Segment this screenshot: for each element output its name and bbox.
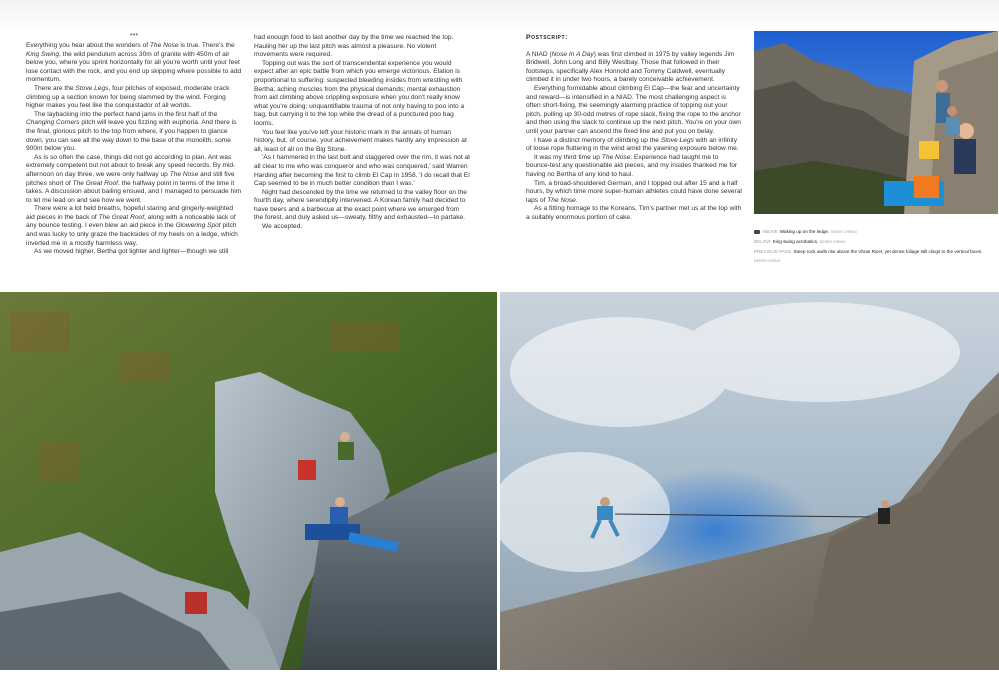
paragraph: A NIAD (Nose In A Day) was first climbed in 1975 by valley legends Jim Bridwell, John Long and Billy Westbay. Those that followed in their footsteps, specifically Alex Honnold and Tommy Caldwell, eventually climbed it in under two hours, a barely conceivable achievement. xyxy=(526,50,735,84)
paragraph: As we moved higher, Bertha got lighter and lighter—though we still xyxy=(34,248,229,256)
climbers-on-pinnacle-photo xyxy=(0,292,497,670)
paragraph: I have a distinct memory of climbing up the Stove Legs with an infinity of loose rope fluttering in the wind amid the yawning exposure below me. xyxy=(526,136,739,153)
photo-captions xyxy=(754,227,994,266)
article-column-2 xyxy=(254,34,470,232)
caption-below: BELOW King swing acrobatics. DEREK CHENG xyxy=(754,239,846,244)
caption-previous-page: PREVIOUS PAGE Steep rock walls rise above the Vbras River, yet dense foliage still clings to the vertical faces. DEREK CHENG xyxy=(754,249,983,263)
climbers-waking-on-ledge-photo xyxy=(754,31,998,214)
paragraph: You feel like you've left your historic mark in the annals of human history, but, of course, your achievement makes hardly any impression at all, least of all on the Big Stone. xyxy=(254,128,467,153)
paragraph: Everything you hear about the wonders of The Nose is true. There's the King Swing, the wild pendulum across 30m of granite with 450m of air below you, where you sprint horizontally for all you're worth until your feet lose contact with the rock, and you end up skipping where possible to add momentum. xyxy=(26,42,242,84)
paragraph: There were a lot held breaths, hopeful staring and gingerly-weighted aid pieces in the back of The Great Roof, along with a noticeable lack of any bounce testing. I even blew an aid piece in the Glowering Spot pitch and was lucky to only graze the backsides of my heels on a ledge, which inverted me in a mostly harmless way. xyxy=(26,205,238,247)
postscript-heading: Postscript: xyxy=(526,34,569,41)
paragraph: Everything formidable about climbing El Cap—the fear and uncertainty and reward—is intensified in a NIAD. The most challenging aspect is often short-fixing, the seemingly alarming practice of topping out your pitch, pulling up 30-odd metres of rope slack, fixing the rope to the anchor and then using the slack to continue up the next pitch. You're on your own until your partner can ascend the fixed line and put you on belay. xyxy=(526,84,741,135)
paragraph: It was my third time up The Nose. Experience had taught me to bounce-test any questionable aid pieces, and my insides thanked me for having no Bertha of any kind to haul. xyxy=(526,153,738,178)
paragraph: Tim, a broad-shouldered German, and I topped out after 15 and a half hours, by which time more super-human athletes could have done several laps of The Nose. xyxy=(526,179,742,204)
camera-icon xyxy=(754,230,760,234)
paragraph: As a fitting homage to the Koreans, Tim's partner met us at the top with a suitably enormous portion of cake. xyxy=(526,205,742,221)
article-column-3 xyxy=(526,34,742,222)
paragraph: As is so often the case, things did not go according to plan. Ant was extremely competent but not about to break any speed records. By mid-afternoon on day three, we were only halfway up The Nose and still five pitches short of The Great Roof, the halfway point in terms of the time it takes. A discussion about bailing ensued, and I managed to persuade him to let me lead on and see how we went. xyxy=(26,153,242,204)
paragraph: There are the Stove Legs, four pitches of exposed, moderate crack climbing up a section known for being slammed by the wind. Forging higher makes you feel like the conquistador of all worlds. xyxy=(26,84,230,110)
paragraph: Night had descended by the time we returned to the valley floor on the fourth day, where serendipity intervened. A Korean family had decided to have beers and a barbecue at the exact point where we emerged from the forest, and duly asked us—sweaty, filthy and exhausted—to partake. xyxy=(254,188,467,222)
article-column-1 xyxy=(26,34,242,257)
paragraph: 'As I hammered in the last bolt and staggered over the rim, it was not at all clear to me who was conqueror and who was conquered,' said Warren Harding after becoming the first to climb El Cap in 1958. 'I do recall that El Cap seemed to be in much better condition than I was.' xyxy=(254,154,470,188)
section-separator: *** xyxy=(129,33,139,40)
page-top-bar xyxy=(0,0,999,30)
paragraph: We accepted. xyxy=(262,223,303,231)
caption-above: ABOVE Waking up on the ledge. DEREK CHENG xyxy=(754,227,994,237)
king-swing-photo xyxy=(500,292,999,670)
paragraph: had enough food to last another day by the time we reached the top. Hauling her up the last pitch was almost a pleasure. No violent movements were required. xyxy=(254,34,454,59)
paragraph: Topping out was the sort of transcendental experience you would expect after an epic battle from which you emerge victorious. Elation is proportional to suffering: suspected bleeding insides from wrestling with Bertha; aching muscles from the physical demands; mental exhaustion from aid climbing above crippling exposure when you don't really know what you're doing; unquantifiable trauma of not only having to poo into a bag, but carrying it to the top while the dread of a punctured poo bag looms. xyxy=(254,59,465,127)
paragraph: The laybacking into the perfect hand jams in the first half of the Changing Corners pitch will leave you fizzing with euphoria. And there is the final, glorious pitch to the top from where, if you happen to glance down, you can see all the way down to the base of the monolith, some 900m below you. xyxy=(26,110,237,153)
